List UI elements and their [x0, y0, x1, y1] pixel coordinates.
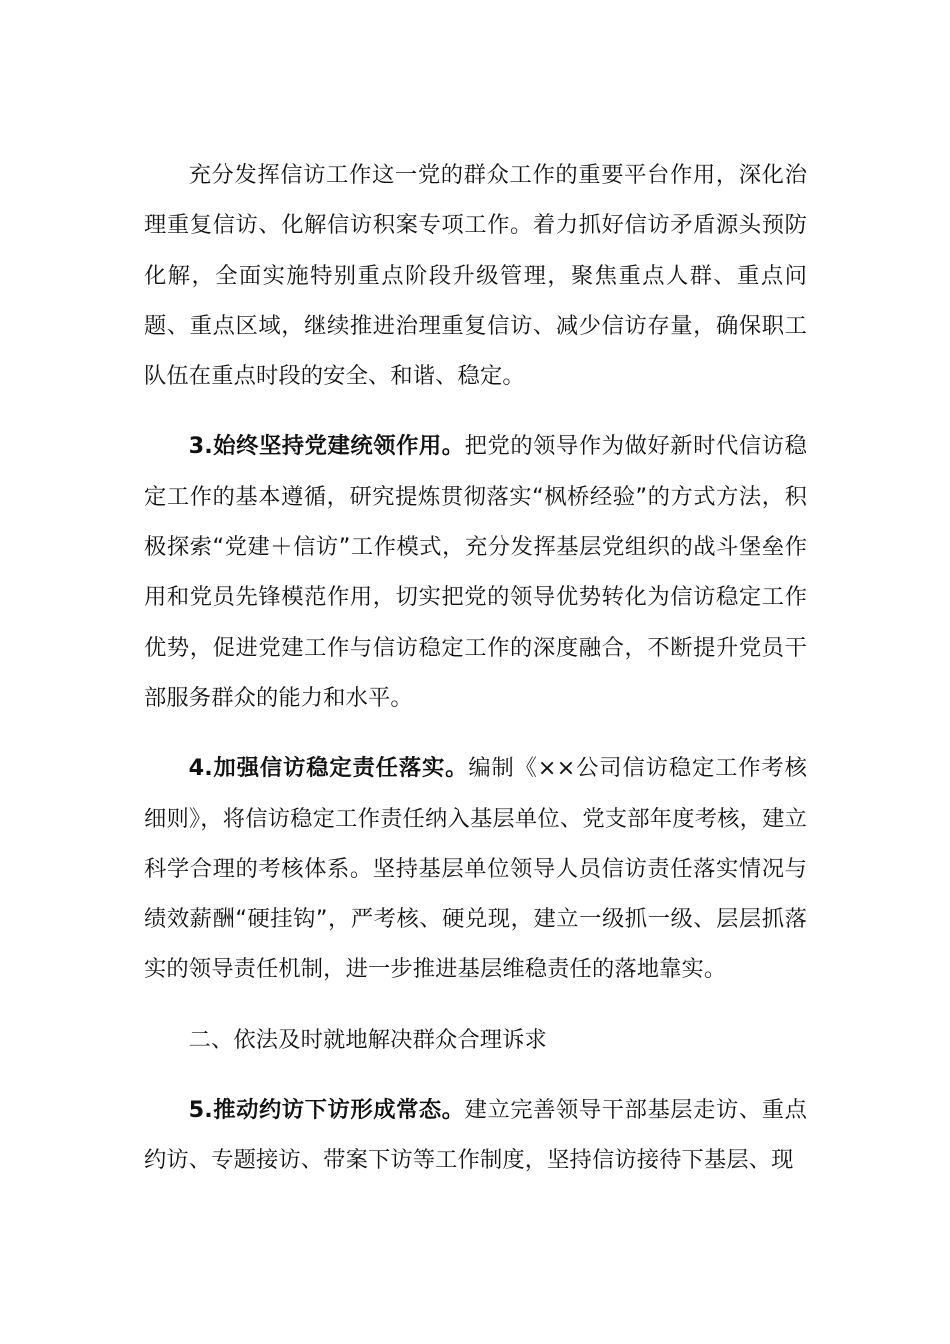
section-heading-text: 二、依法及时就地解决群众合理诉求 [188, 1026, 547, 1053]
document-body [144, 150, 807, 1186]
section-heading-2 [144, 1015, 807, 1065]
paragraph-text: 充分发挥信访工作这一党的群众工作的重要平台作用，深化治理重复信访、化解信访积案专项工作。着力抓好信访矛盾源头预防化解，全面实施特别重点阶段升级管理，聚焦重点人群、重点问题、重点区域，继续推进治理重复信访、减少信访存量，确保职工队伍在重点时段的安全、和谐、稳定。 [144, 162, 807, 390]
paragraph-item-4 [144, 743, 807, 994]
paragraph-text: 把党的领导作为做好新时代信访稳定工作的基本遵循，研究提炼贯彻落实“枫桥经验”的方式方法，积极探索“党建＋信访”工作模式，充分发挥基层党组织的战斗堡垒作用和党员先锋模范作用，切实把党的领导优势转化为信访稳定工作优势，促进党建工作与信访稳定工作的深度融合，不断提升党员干部服务群众的能力和水平。 [144, 433, 807, 711]
paragraph-lead: 5.推动约访下访形成常态。 [188, 1097, 465, 1124]
paragraph-text: 编制《××公司信访稳定工作考核细则》，将信访稳定工作责任纳入基层单位、党支部年度考核，建立科学合理的考核体系。坚持基层单位领导人员信访责任落实情况与绩效薪酬“硬挂钩”，严考核、硬兑现，建立一级抓一级、层层抓落实的领导责任机制，进一步推进基层维稳责任的落地靠实。 [144, 755, 807, 983]
paragraph-text: 建立完善领导干部基层走访、重点约访、专题接访、带案下访等工作制度，坚持信访接待下基层、现 [144, 1097, 807, 1174]
paragraph-intro [144, 150, 807, 401]
paragraph-lead: 4.加强信访稳定责任落实。 [188, 755, 469, 782]
paragraph-lead: 3.始终坚持党建统领作用。 [188, 433, 465, 460]
paragraph-item-5 [144, 1085, 807, 1186]
paragraph-item-3 [144, 421, 807, 723]
